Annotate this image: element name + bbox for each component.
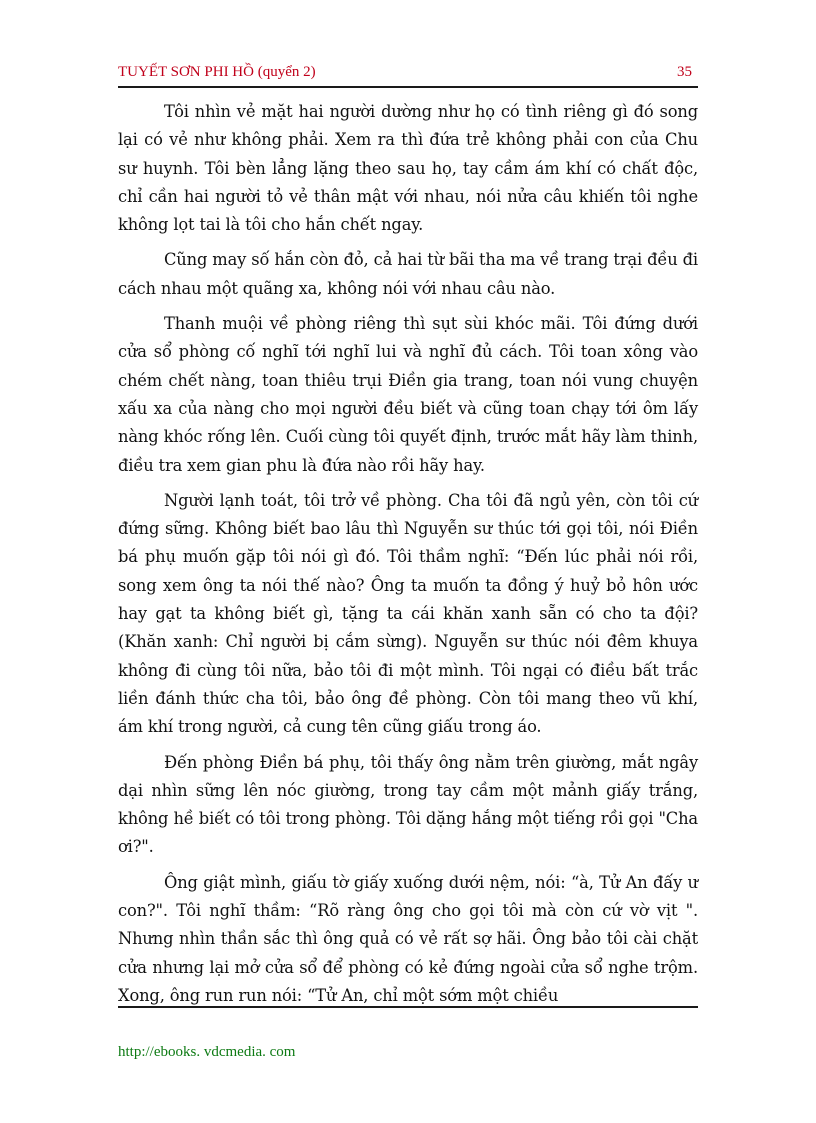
paragraph-2: Cũng may số hắn còn đỏ, cả hai từ bãi tha ma về trang trại đều đi cách nhau một quãng xa, không nói với nhau câu nào. — [118, 250, 698, 298]
body-text — [118, 98, 698, 1017]
paragraph-4: Người lạnh toát, tôi trở về phòng. Cha tôi đã ngủ yên, còn tôi cứ đứng sững. Không biết bao lâu thì Nguyễn sư thúc tới gọi tôi, nói Điền bá phụ muốn gặp tôi nói gì đó. Tôi thầm nghĩ: “Đến lúc phải nói rồi, song xem ông ta nói thế nào? Ông ta muốn ta đồng ý huỷ bỏ hôn ước hay gạt ta không biết gì, tặng ta cái khăn xanh sẵn có cho ta đội? (Khăn xanh: Chỉ người bị cắm sừng). Nguyễn sư thúc nói đêm khuya không đi cùng tôi nữa, bảo tôi đi một mình. Tôi ngại có điều bất trắc liền đánh thức cha tôi, bảo ông đề phòng. Còn tôi mang theo vũ khí, ám khí trong người, cả cung tên cũng giấu trong áo. — [118, 490, 698, 737]
paragraph-6: Ông giật mình, giấu tờ giấy xuống dưới nệm, nói: “à, Tử An đấy ư con?". Tôi nghĩ thầm: “Rõ ràng ông cho gọi tôi mà còn cứ vờ vịt ". Nhưng nhìn thần sắc thì ông quả có vẻ rất sợ hãi. Ông bảo tôi cài chặt cửa nhưng lại mở cửa sổ để phòng có kẻ đứng ngoài cửa sổ nghe trộm. Xong, ông run run nói: “Tử An, chỉ một sớm một chiều — [118, 872, 698, 1005]
page-header — [118, 62, 698, 88]
footer-divider — [118, 1006, 698, 1008]
paragraph-3: Thanh muội về phòng riêng thì sụt sùi khóc mãi. Tôi đứng dưới cửa sổ phòng cố nghĩ tới nghĩ lui và nghĩ đủ cách. Tôi toan xông vào chém chết nàng, toan thiêu trụi Điền gia trang, toan nói vung chuyện xấu xa của nàng cho mọi người đều biết và cũng toan chạy tới ôm lấy nàng khóc rống lên. Cuối cùng tôi quyết định, trước mắt hãy làm thinh, điều tra xem gian phu là đứa nào rồi hãy hay. — [118, 314, 698, 475]
book-title: TUYẾT SƠN PHI HỒ (quyển 2) — [118, 64, 316, 80]
paragraph-1: Tôi nhìn vẻ mặt hai người dường như họ có tình riêng gì đó song lại có vẻ như không phải. Xem ra thì đứa trẻ không phải con của Chu sư huynh. Tôi bèn lẳng lặng theo sau họ, tay cầm ám khí có chất độc, chỉ cần hai người tỏ vẻ thân mật với nhau, nói nửa câu khiến tôi nghe không lọt tai là tôi cho hắn chết ngay. — [118, 102, 698, 235]
footer-link[interactable]: http://ebooks. vdcmedia. com — [118, 1044, 296, 1060]
paragraph-5: Đến phòng Điền bá phụ, tôi thấy ông nằm trên giường, mắt ngây dại nhìn sững lên nóc giường, trong tay cầm một mảnh giấy trắng, không hề biết có tôi trong phòng. Tôi dặng hắng một tiếng rồi gọi "Cha ơi?". — [118, 752, 698, 857]
page-number: 35 — [677, 64, 692, 80]
